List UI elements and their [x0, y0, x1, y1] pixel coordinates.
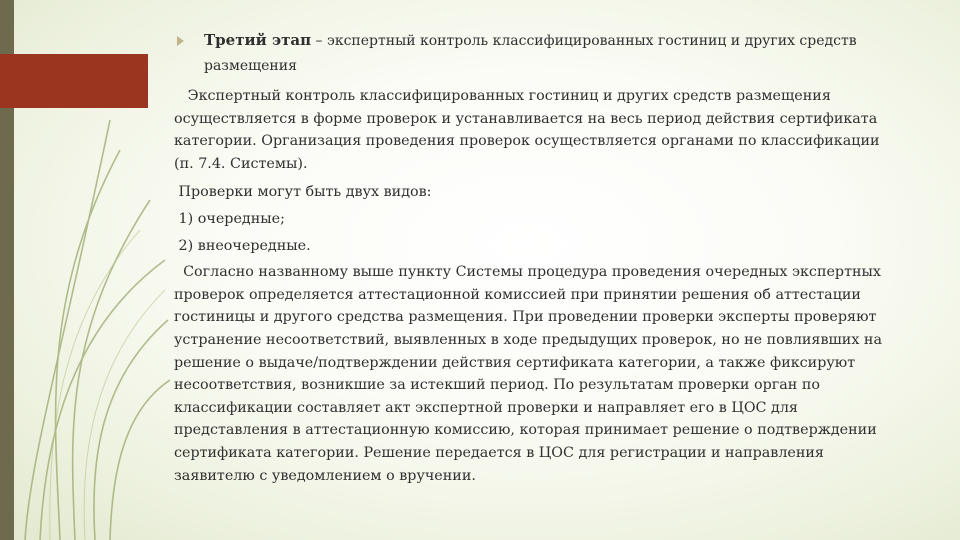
paragraph-check-types: Проверки могут быть двух видов:	[174, 184, 432, 201]
list-item-regular: 1) очередные;	[174, 210, 285, 227]
list-item-extraordinary: 2) внеочередные.	[174, 237, 311, 254]
paragraph-procedure: Согласно названному выше пункту Системы процедура проведения очередных экспертных проверок определяется аттестационной комиссией при принятии решения об аттестации гостиницы и другого средства размещения. При проведении проверки эксперты проверяют устранение несоответствий, выявленных в ходе предыдущих проверок, но не повлиявших на решение о выдаче/подтверждении действия сертификата категории, а также фиксируют несоответствия, возникшие за истекший период. По результатам проверки орган по классификации составляет акт экспертной проверки и направляет его в ЦОС для представления в аттестационную комиссию, которая принимает решение о подтверждении сертификата категории. Решение передается в ЦОС для регистрации и направления заявителю с уведомлением о вручении.	[174, 264, 887, 484]
bullet-triangle-icon	[177, 36, 184, 46]
slide-content	[174, 28, 902, 493]
accent-rectangle	[0, 54, 148, 108]
heading-title: Третий этап	[204, 31, 312, 49]
paragraph-expert-control: Экспертный контроль классифицированных гостиниц и других средств размещения осуществляется в форме проверок и устанавливается на весь период действия сертификата категории. Организация проведения проверок осуществляется органами по классификации (п. 7.4. Системы).	[174, 88, 885, 172]
heading-text: – экспертный контроль классифицированных гостиниц и других средств размещения	[204, 33, 857, 74]
slide-heading	[174, 28, 902, 79]
